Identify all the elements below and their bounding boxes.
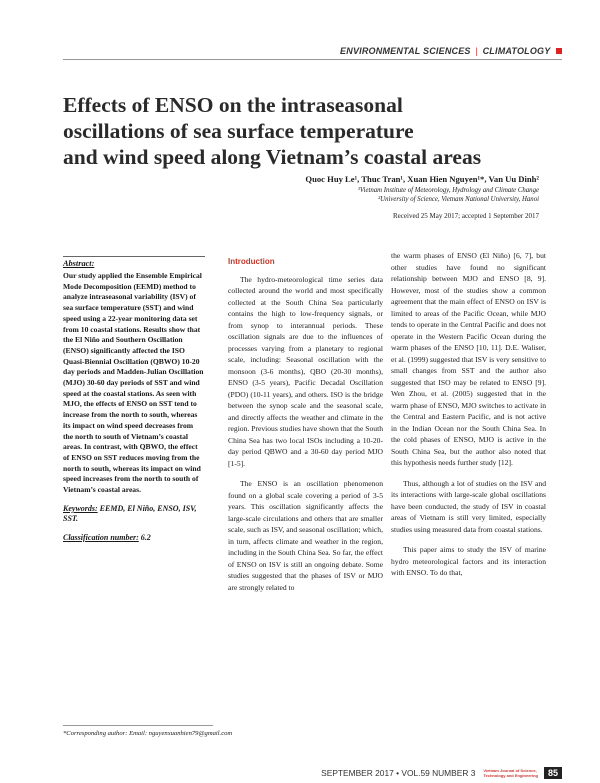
abstract-label: Abstract: <box>63 259 95 268</box>
received-dates: Received 25 May 2017; accepted 1 September 2017 <box>393 212 539 220</box>
classification-number: 6.2 <box>140 533 151 543</box>
body-column-2 <box>228 256 383 593</box>
abstract-box <box>63 256 205 542</box>
paper-title <box>63 92 563 170</box>
publisher-line-2: Technology and Engineering <box>483 773 538 778</box>
header-rule <box>63 59 562 60</box>
paragraph: The ENSO is an oscillation phenomenon found on a global scale covering a period of 3-5 years. This oscillation significantly affects the large-scale circulations and others that are smaller scale, such as ISV, and seasonal oscillation; which, in turn, affects climate and weather in the region, including in the South China Sea. So far, the effect of ENSO on ISV is still an ongoing debate. Some studies suggested that the phases of ISV or MJO are strongly related to <box>228 479 383 592</box>
running-header <box>340 46 562 56</box>
affiliation-1: ¹Vietnam Institute of Meteorology, Hydrology and Climate Change <box>357 187 539 194</box>
issue-info: SEPTEMBER 2017 • VOL.59 NUMBER 3 <box>321 768 476 778</box>
title-line-1: Effects of ENSO on the intraseasonal <box>63 93 403 117</box>
abstract-text: Our study applied the Ensemble Empirical Mode Decomposition (EEMD) method to analyze intraseasonal variability (ISV) of sea surface temperature (SST) and wind speed using a 22-year monitoring data set from 10 coastal stations. Results show that the El Niño and Southern Oscillation (ENSO) significantly affected the ISO Quasi-Biennial Oscillation (QBWO) 10-20 day periods and Madden-Julian Oscillation (MJO) 30-60 day periods of SST and wind speed at the coastal stations. As seen with MJO, the effects of ENSO on SST tend to increase from the north to south, whereas its impact on wind speed decreases from the north to south of Vietnam’s coastal areas. In contrast, with QBWO, the effect of ENSO on SST reduces moving from the north to south, whereas its impact on wind speed increases from the north to south of Vietnam’s coastal areas. <box>63 271 204 495</box>
section-label: ENVIRONMENTAL SCIENCES <box>340 46 471 56</box>
classification <box>63 533 205 542</box>
publisher-logo <box>483 768 538 778</box>
red-square-icon <box>556 48 562 54</box>
paragraph: This paper aims to study the ISV of marine hydro meteorological factors and its interaction with ENSO. To do that, <box>391 545 546 577</box>
affiliation-2: ²University of Science, Vietnam National University, Hanoi <box>378 196 539 203</box>
section-heading-introduction: Introduction <box>228 257 275 266</box>
header-separator: | <box>475 46 478 56</box>
subsection-label: CLIMATOLOGY <box>482 46 551 56</box>
title-line-3: and wind speed along Vietnam’s coastal areas <box>63 145 482 169</box>
paragraph: The hydro-meteorological time series data collected around the world and most specifically collected at the South China Sea particularly contains the high to low-frequency signals, or from synop to interannual periods. These oscillation signals are due to the influences of processes varying from a planetary to regional scale, including: Seasonal oscillation with the monsoon (3-6 months), QBO (20-30 months), ENSO (3-5 years), Pacific Decadal Oscillation (PDO) (10-11 years), and others. ISO is the bridge between the synop scale and the seasonal scale, and directly affects the weather and climate in the region. Previous studies have shown that the South China Sea has two local ISOs including a 10-20-day period QBWO and a 30-60 day period MJO [1-5]. <box>228 274 383 468</box>
page-number: 85 <box>544 767 562 779</box>
paragraph: the warm phases of ENSO (El Niño) [6, 7], but other studies have found no significant relationship between MJO and ENSO [8, 9]. However, most of the studies show a common agreement that the main effect of ENSO on ISV is limited to areas of the Pacific Ocean, while MJO tends to operate in the Central Pacific and does not operate in the Western Pacific Ocean during the warm phases of the ENSO [10, 11]. D.E. Waliser, et al. (1999) suggested that ISV is very sensitive to small changes from SST and the author also suggested that ISO may be related to ENSO [9]. Wen Zhou, et al. (2005) suggested that in the warm phase of ENSO, MJO switches to activate in the Central and Eastern Pacific, and is not active in the Indian Ocean nor the South China Sea. In the cold phases of ENSO, MJO is active in the South China Sea, but the author also noted that this hypothesis needs further study [12]. <box>391 251 546 467</box>
classification-label: Classification number: <box>63 533 139 543</box>
footnote: *Corresponding author: Email: nguyenxuanhien79@gmail.com <box>63 730 233 737</box>
keywords <box>63 504 205 525</box>
footnote-rule <box>63 725 213 726</box>
title-line-2: oscillations of sea surface temperature <box>63 119 414 143</box>
publisher-line-1: Vietnam Journal of Science, <box>483 768 537 773</box>
page-footer <box>321 767 562 779</box>
author-list: Quoc Huy Le¹, Thuc Tran¹, Xuan Hien Nguyen¹*, Van Uu Dinh² <box>305 174 539 184</box>
body-column-3 <box>391 250 546 579</box>
paragraph: Thus, although a lot of studies on the ISV and its interactions with large-scale global oscillations have been conducted, the study of ISV in coastal areas of Vietnam is still very limited, especially studies using measured data from coastal stations. <box>391 478 546 534</box>
keywords-label: Keywords: <box>63 503 98 513</box>
keywords-text: EEMD, El Niño, ENSO, ISV, SST. <box>63 503 197 524</box>
